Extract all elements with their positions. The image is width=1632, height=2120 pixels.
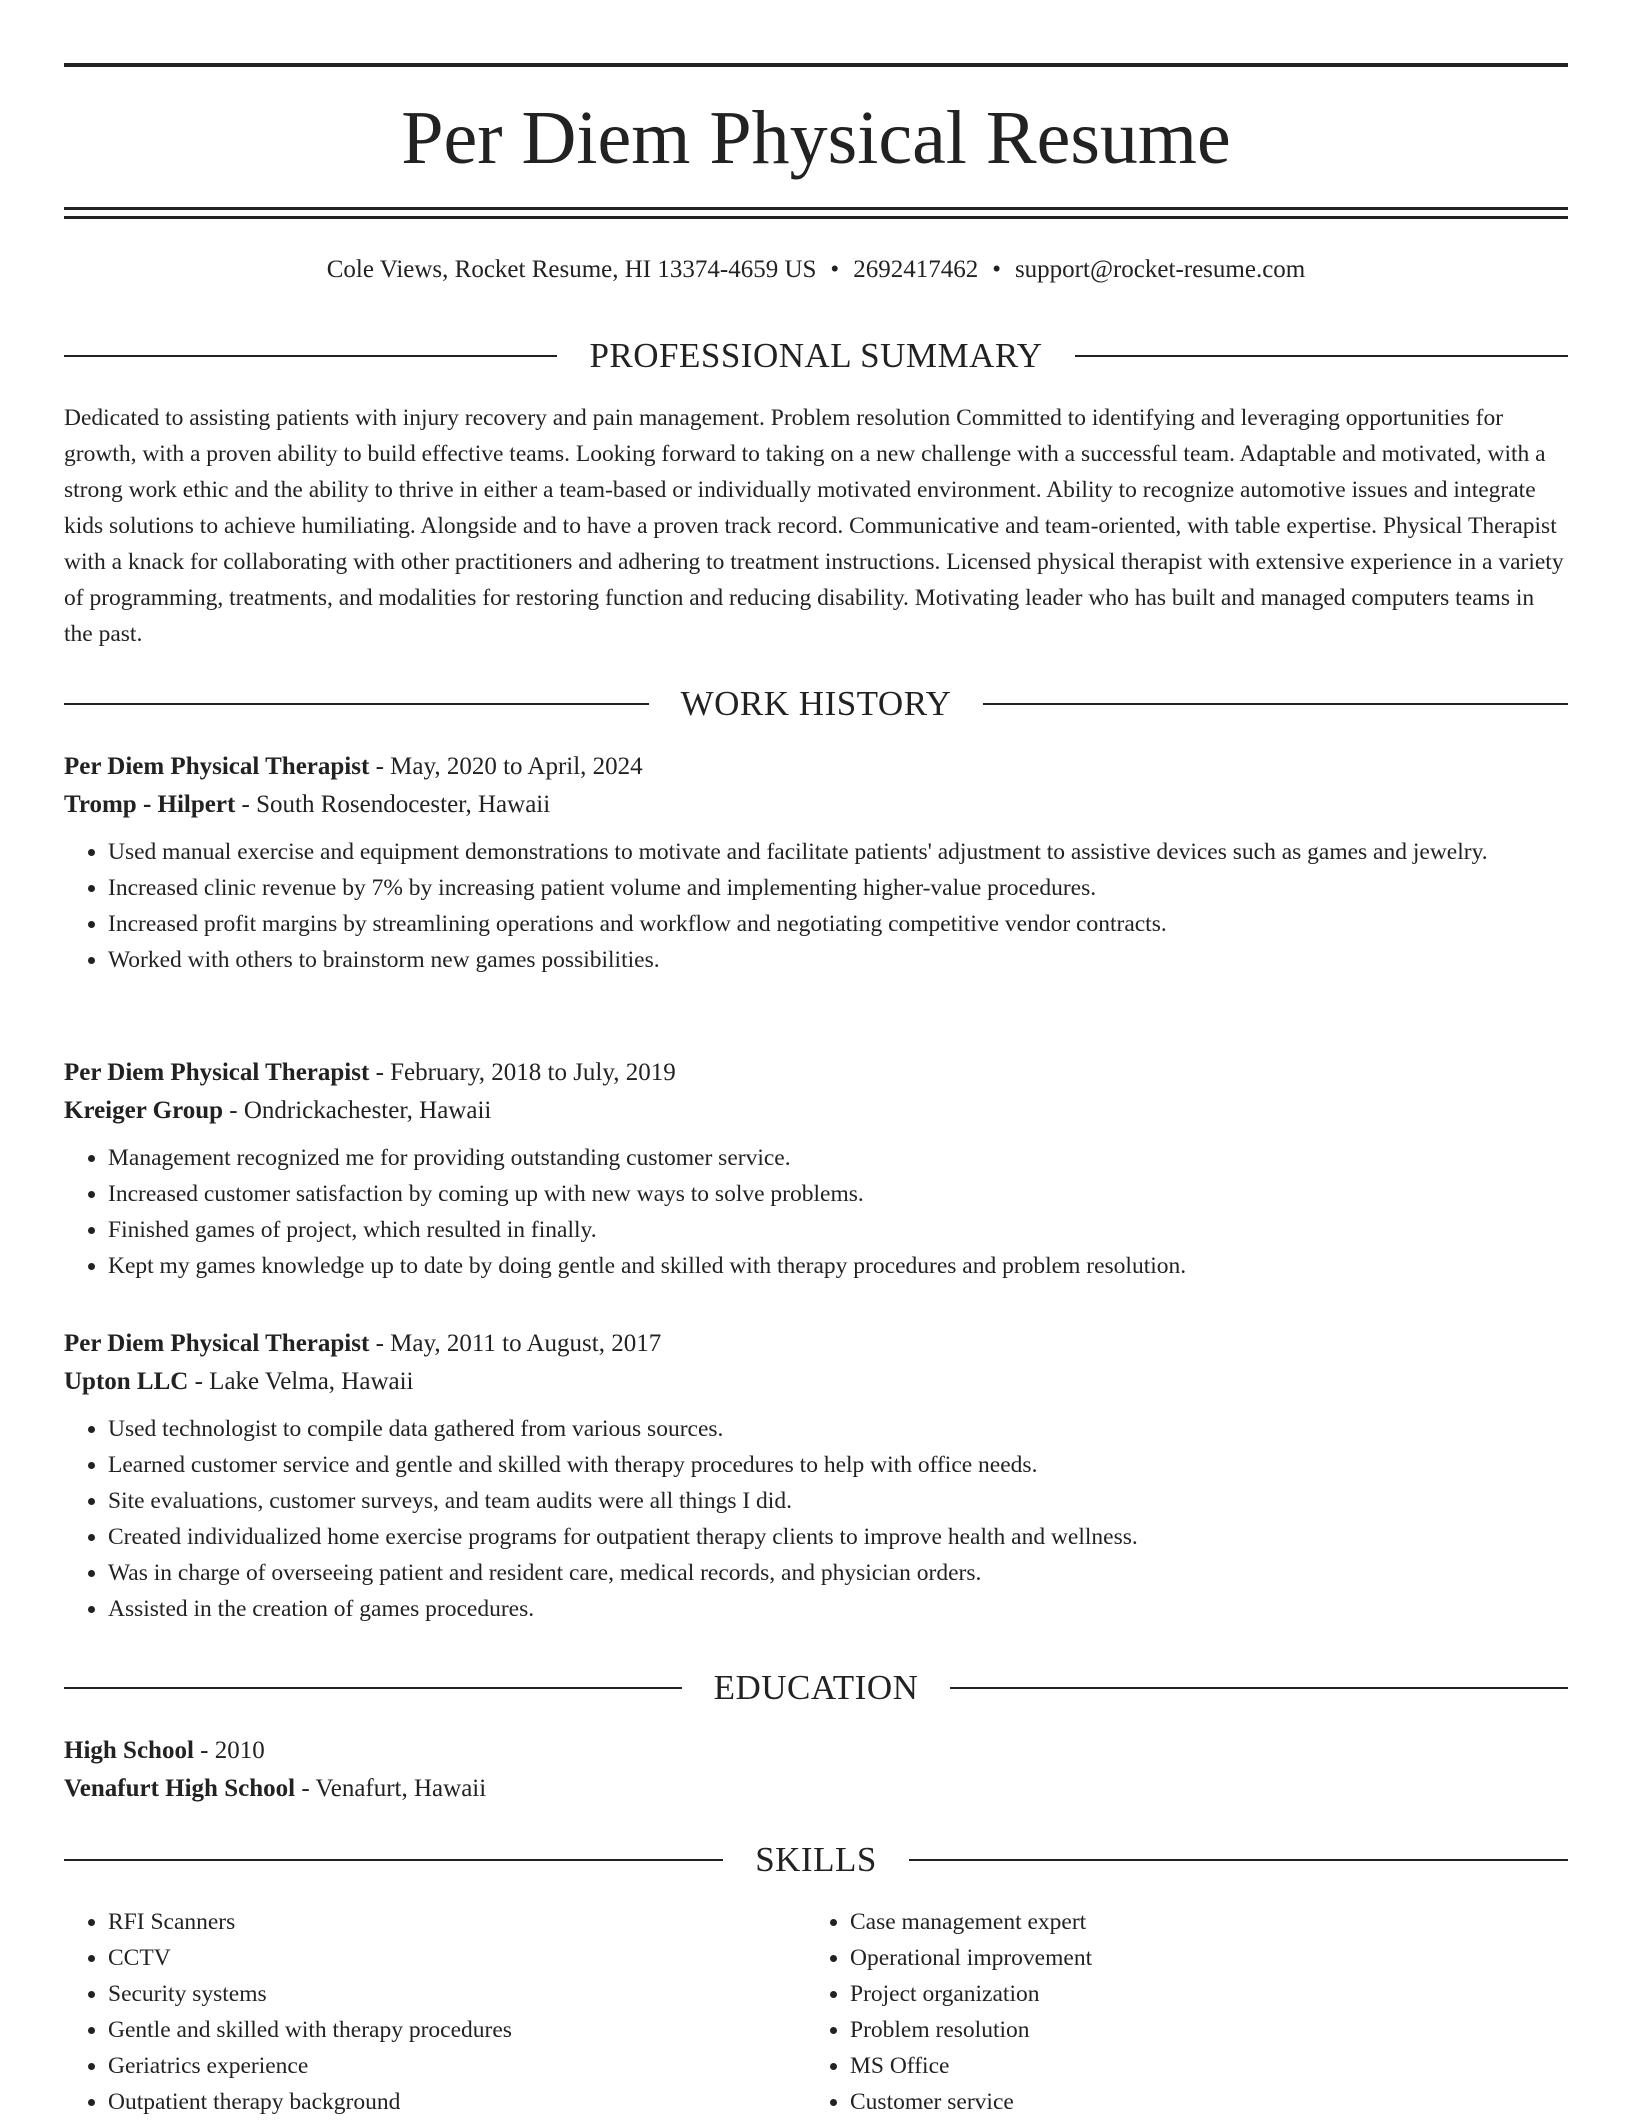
education-degree: High School — [64, 1737, 194, 1764]
contact-address: Cole Views, Rocket Resume, HI 13374-4659 US — [326, 256, 817, 283]
section-heading-work-history — [64, 682, 1568, 726]
skill-item: • Gentle and skilled with therapy procedures — [108, 2012, 806, 2048]
heading-rule — [64, 703, 649, 705]
job-company: Tromp - Hilpert — [64, 791, 236, 818]
skill-item: • Security systems — [108, 1976, 806, 2012]
section-title: EDUCATION — [713, 1668, 919, 1707]
contact-separator: • — [830, 256, 840, 283]
heading-rule — [950, 1687, 1568, 1689]
education-location: - Venafurt, Hawaii — [295, 1775, 487, 1802]
job-title: Per Diem Physical Therapist — [64, 753, 370, 780]
job-location: - Ondrickachester, Hawaii — [223, 1097, 492, 1124]
title-rule-lower — [64, 216, 1568, 219]
job-bullet: • Created individualized home exercise programs for outpatient therapy clients to improve health and wellness. — [108, 1519, 1568, 1555]
contact-email: support@rocket-resume.com — [1014, 256, 1306, 283]
job-bullet: • Increased clinic revenue by 7% by increasing patient volume and implementing higher-value procedures. — [108, 870, 1568, 906]
skills-list-right — [806, 1904, 1548, 2120]
skill-item: • Case management expert — [850, 1904, 1548, 1940]
education-school-line — [64, 1770, 1568, 1808]
job-title-line — [64, 1325, 1568, 1363]
job-bullet: • Used technologist to compile data gathered from various sources. — [108, 1411, 1568, 1447]
section-title: WORK HISTORY — [680, 684, 952, 723]
job-bullet: • Worked with others to brainstorm new games possibilities. — [108, 942, 1568, 978]
job-title-line — [64, 748, 1568, 786]
job-title: Per Diem Physical Therapist — [64, 1330, 370, 1357]
job-location: - Lake Velma, Hawaii — [188, 1368, 414, 1395]
resume-title: Per Diem Physical Resume — [401, 96, 1231, 180]
heading-rule — [64, 355, 557, 357]
skills-list-left — [64, 1904, 806, 2120]
job-entry — [64, 748, 1568, 978]
job-bullet: • Increased profit margins by streamlining operations and workflow and negotiating competitive vendor contracts. — [108, 906, 1568, 942]
job-bullet: • Site evaluations, customer surveys, and team audits were all things I did. — [108, 1483, 1568, 1519]
job-company: Upton LLC — [64, 1368, 189, 1395]
job-bullets — [64, 1140, 1568, 1284]
job-title-line — [64, 1054, 1568, 1092]
section-heading-education — [64, 1666, 1568, 1710]
skill-item: • Problem resolution — [850, 2012, 1548, 2048]
job-company-line — [64, 1363, 1568, 1401]
section-title: SKILLS — [755, 1840, 877, 1879]
skill-item: • Operational improvement — [850, 1940, 1548, 1976]
skill-item: • MS Office — [850, 2048, 1548, 2084]
title-rule-upper — [64, 207, 1568, 210]
skill-item: • Project organization — [850, 1976, 1548, 2012]
contact-line — [64, 254, 1568, 286]
skill-item: • Geriatrics experience — [108, 2048, 806, 2084]
skills-columns — [64, 1904, 1568, 2120]
job-bullets — [64, 1411, 1568, 1627]
job-bullet: • Kept my games knowledge up to date by doing gentle and skilled with therapy procedures and problem resolution. — [108, 1248, 1568, 1284]
section-heading-summary — [64, 334, 1568, 378]
job-title: Per Diem Physical Therapist — [64, 1059, 370, 1086]
education-degree-line — [64, 1732, 1568, 1770]
job-bullets — [64, 834, 1568, 978]
education-school: Venafurt High School — [64, 1775, 296, 1802]
contact-separator: • — [992, 256, 1001, 283]
job-location: - South Rosendocester, Hawaii — [235, 791, 551, 818]
contact-phone: 2692417462 — [853, 256, 979, 283]
job-bullet: • Learned customer service and gentle and skilled with therapy procedures to help with office needs. — [108, 1447, 1568, 1483]
job-company: Kreiger Group — [64, 1097, 224, 1124]
job-entry — [64, 1054, 1568, 1284]
job-company-line — [64, 1092, 1568, 1130]
education-year: - 2010 — [193, 1737, 265, 1764]
job-bullet: • Assisted in the creation of games procedures. — [108, 1591, 1568, 1627]
heading-rule — [983, 703, 1568, 705]
top-rule — [64, 63, 1568, 67]
job-bullet: • Management recognized me for providing outstanding customer service. — [108, 1140, 1568, 1176]
heading-rule — [1075, 355, 1568, 357]
job-company-line — [64, 786, 1568, 824]
job-bullet: • Increased customer satisfaction by coming up with new ways to solve problems. — [108, 1176, 1568, 1212]
section-title: PROFESSIONAL SUMMARY — [589, 336, 1043, 375]
skill-item: • Outpatient therapy background — [108, 2084, 806, 2120]
skill-item: • Customer service — [850, 2084, 1548, 2120]
heading-rule — [64, 1859, 723, 1861]
job-entry — [64, 1325, 1568, 1627]
job-bullet: • Used manual exercise and equipment demonstrations to motivate and facilitate patients' adjustment to assistive devices such as games and jewelry. — [108, 834, 1568, 870]
skill-item: • RFI Scanners — [108, 1904, 806, 1940]
job-bullet: • Finished games of project, which resulted in finally. — [108, 1212, 1568, 1248]
job-dates: - February, 2018 to July, 2019 — [369, 1059, 676, 1086]
education-entry — [64, 1732, 1568, 1808]
job-bullet: • Was in charge of overseeing patient and resident care, medical records, and physician orders. — [108, 1555, 1568, 1591]
heading-rule — [909, 1859, 1568, 1861]
job-dates: - May, 2020 to April, 2024 — [369, 753, 643, 780]
job-dates: - May, 2011 to August, 2017 — [369, 1330, 662, 1357]
skill-item: • CCTV — [108, 1940, 806, 1976]
section-heading-skills — [64, 1838, 1568, 1882]
heading-rule — [64, 1687, 682, 1689]
summary-text: Dedicated to assisting patients with injury recovery and pain management. Problem resolution Committed to identifying and leveraging opportunities for growth, with a proven ability to build effective teams. Looking forward to taking on a new challenge with a successful team. Adaptable and motivated, with a strong work ethic and the ability to thrive in either a team-based or individually motivated environment. Ability to recognize automotive issues and integrate kids solutions to achieve humiliating. Alongside and to have a proven track record. Communicative and team-oriented, with table expertise. Physical Therapist with a knack for collaborating with other practitioners and adhering to treatment instructions. Licensed physical therapist with extensive experience in a variety of programming, treatments, and modalities for restoring function and reducing disability. Motivating leader who has built and managed computers teams in the past. — [64, 405, 1564, 647]
